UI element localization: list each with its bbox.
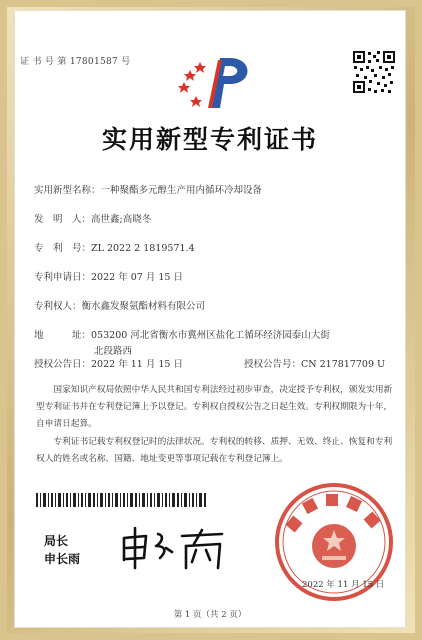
signer-title: 局长 xyxy=(44,534,69,548)
cnipa-logo xyxy=(176,52,262,110)
field-label: 实用新型名称： xyxy=(34,185,101,196)
handwritten-signature xyxy=(120,526,230,570)
field-value: 衡水鑫发聚氨酯材料有限公司 xyxy=(81,301,206,312)
field-grant-date xyxy=(34,356,183,370)
certificate-number: 证 书 号 第 17801587 号 xyxy=(20,57,131,67)
signer-name: 申长雨 xyxy=(44,552,81,566)
field-inventor xyxy=(34,211,151,225)
field-address-line2 xyxy=(94,343,132,357)
certificate-paragraph-2: 专利证书记载专利权登记时的法律状况。专利权的转移、质押、无效、终止、恢复和专利权人的姓名或名称、国籍、地址变更等事项记载在专利登记簿上。 xyxy=(36,437,393,464)
field-label: 专利权人： xyxy=(34,301,82,312)
field-utility-model-name xyxy=(34,182,262,196)
field-label: 地 址： xyxy=(34,330,92,341)
field-patentee xyxy=(34,298,205,312)
field-label: 授权公告日： xyxy=(34,359,92,370)
field-value: 053200 河北省衡水市冀州区盐化工循环经济园泰山大街 xyxy=(91,330,330,341)
certificate-paper xyxy=(14,10,406,628)
qr-code xyxy=(352,50,396,94)
field-value: 2022 年 07 月 15 日 xyxy=(91,272,183,283)
field-value: ZL 2022 2 1819571.4 xyxy=(91,243,195,254)
field-value: 2022 年 11 月 15 日 xyxy=(91,359,183,370)
field-value: 一种聚酯多元醇生产用内循环冷却设备 xyxy=(100,185,263,196)
barcode xyxy=(36,493,206,507)
field-label: 专 利 号： xyxy=(34,243,92,254)
field-label: 发 明 人： xyxy=(34,214,92,225)
field-value: 北段路西 xyxy=(94,346,133,357)
field-announcement-number xyxy=(244,356,385,370)
field-application-date xyxy=(34,269,183,283)
page-number: 第 1 页（共 2 页） xyxy=(173,610,247,620)
certificate-paragraph-1: 国家知识产权局依照中华人民共和国专利法经过初步审查，决定授予专利权，颁发实用新型专利证书并在专利登记簿上予以登记。专利权自授权公告之日起生效。专利权期限为十年，自申请日起算。 xyxy=(36,385,393,429)
field-address xyxy=(34,327,330,341)
field-label: 专利申请日： xyxy=(34,272,92,283)
certificate-title: 实用新型专利证书 xyxy=(101,125,318,154)
seal-date: 2022 年 11 月 15 日 xyxy=(302,580,385,590)
field-value: 授权公告号：CN 217817709 U xyxy=(244,359,386,370)
field-value: 高世鑫;高晓冬 xyxy=(91,214,152,225)
field-patent-number xyxy=(34,240,195,254)
